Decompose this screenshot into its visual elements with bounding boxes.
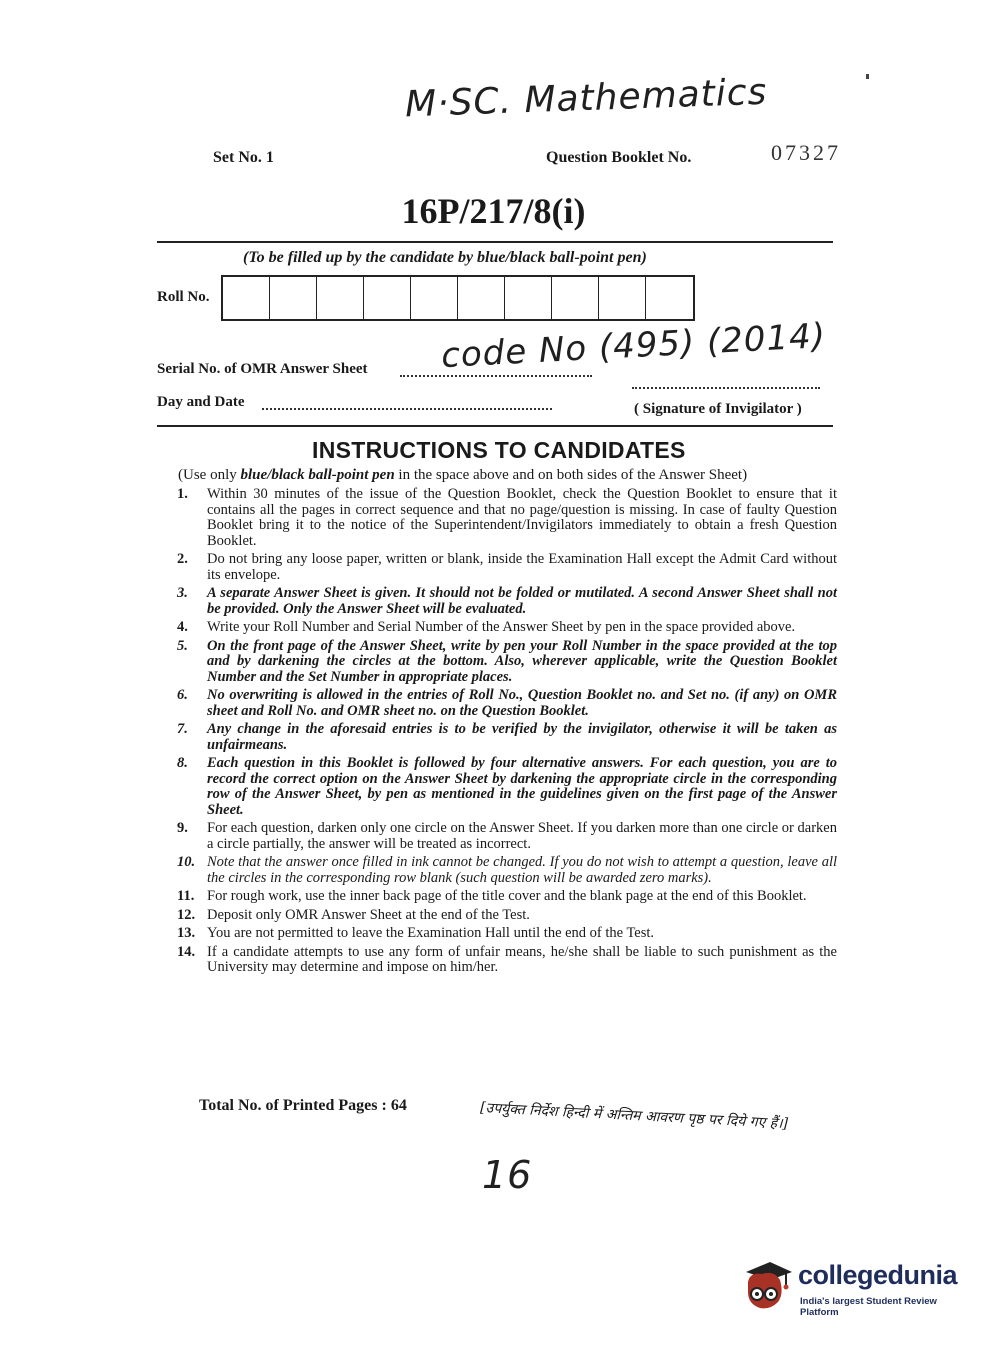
instruction-item — [177, 620, 837, 636]
paper-code-text: 16P/217/8(i) — [401, 191, 586, 231]
instruction-text: For rough work, use the inner back page of the title cover and the blank page at the end of this Booklet. — [207, 888, 807, 904]
paper-code — [0, 190, 1001, 232]
pen-usage-bold: blue/black ball-point pen — [240, 467, 395, 483]
instruction-item — [177, 908, 837, 924]
roll-box[interactable] — [646, 277, 693, 319]
logo-tagline: India's largest Student Review Platform — [800, 1296, 937, 1318]
instruction-number: 13. — [177, 925, 196, 941]
roll-box[interactable] — [364, 277, 411, 319]
roll-number-label: Roll No. — [157, 289, 210, 305]
fill-instruction-note: (To be filled up by the candidate by blue/black ball-point pen) — [243, 249, 647, 266]
scan-speck — [866, 74, 869, 79]
instruction-text: If a candidate attempts to use any form of unfair means, he/she shall be liable to such punishment as the University may determine and impose on him/her. — [207, 943, 837, 975]
instruction-item — [177, 487, 837, 549]
roll-box[interactable] — [505, 277, 552, 319]
signature-label: ( Signature of Invigilator ) — [634, 401, 802, 417]
instructions-title: INSTRUCTIONS TO CANDIDATES — [312, 437, 686, 463]
instruction-item — [177, 889, 837, 905]
instruction-text: You are not permitted to leave the Examination Hall until the end of the Test. — [207, 925, 655, 941]
instruction-item — [177, 688, 837, 719]
instruction-text: Do not bring any loose paper, written or blank, inside the Examination Hall except the Admit Card without its envelope. — [207, 551, 837, 583]
instruction-item — [177, 586, 837, 617]
instruction-number: 7. — [177, 721, 188, 737]
signature-field[interactable] — [632, 377, 820, 389]
handwritten-code-number: code No (495) (2014) — [440, 315, 827, 377]
handwritten-page-number: 16 — [482, 1153, 533, 1197]
logo-wordmark: collegedunia — [798, 1260, 958, 1290]
top-rule — [157, 241, 833, 243]
handwritten-subject-title: M·SC. Mathematics — [404, 71, 768, 126]
instruction-item — [177, 855, 837, 886]
roll-box[interactable] — [552, 277, 599, 319]
roll-box[interactable] — [458, 277, 505, 319]
instruction-number: 1. — [177, 486, 188, 502]
day-date-label: Day and Date — [157, 394, 245, 410]
booklet-number-label: Question Booklet No. — [546, 149, 692, 166]
instruction-number: 3. — [177, 585, 188, 601]
instruction-number: 8. — [177, 755, 188, 771]
collegedunia-logo[interactable] — [740, 1252, 972, 1322]
instruction-text: Within 30 minutes of the issue of the Question Booklet, check the Question Booklet to ensure that it contains all the pages in correct sequence and that no page/question is missing. In case of faulty Question Booklet bring it to the notice of the Superintendent/Invigilators immediately to obtain a fresh Question Booklet. — [207, 486, 837, 549]
instruction-number: 10. — [177, 854, 196, 870]
instruction-number: 4. — [177, 619, 188, 635]
omr-serial-field[interactable] — [400, 365, 592, 377]
instruction-number: 12. — [177, 906, 196, 923]
roll-box[interactable] — [317, 277, 364, 319]
instruction-text: Deposit only OMR Answer Sheet at the end of the Test. — [207, 906, 530, 923]
instruction-text: Any change in the aforesaid entries is to be verified by the invigilator, otherwise it will be taken as unfairmeans. — [207, 721, 837, 753]
set-number: Set No. 1 — [213, 149, 274, 166]
pen-usage-note — [178, 467, 747, 484]
instruction-number: 14. — [177, 943, 196, 960]
student-mascot-icon — [740, 1258, 792, 1314]
instruction-text: A separate Answer Sheet is given. It should not be folded or mutilated. A second Answer Sheet shall not be provided. Only the Answer Sheet will be evaluated. — [207, 585, 837, 617]
roll-box[interactable] — [599, 277, 646, 319]
instruction-item — [177, 945, 837, 976]
instruction-text: No overwriting is allowed in the entries of Roll No., Question Booklet no. and Set no. (if any) on OMR sheet and Roll No. and OMR sheet no. on the Question Booklet. — [207, 687, 837, 719]
booklet-number: 07327 — [771, 140, 841, 165]
instruction-number: 5. — [177, 637, 188, 654]
omr-serial-label: Serial No. of OMR Answer Sheet — [157, 361, 368, 377]
day-date-field[interactable] — [262, 398, 552, 410]
roll-number-boxes[interactable] — [221, 275, 695, 321]
roll-box[interactable] — [223, 277, 270, 319]
instruction-text: For each question, darken only one circle on the Answer Sheet. If you darken more than one circle or darken a circle partially, the answer will be treated as incorrect. — [207, 820, 837, 852]
instruction-item — [177, 722, 837, 753]
instruction-text: On the front page of the Answer Sheet, write by pen your Roll Number in the space provided at the top and by darkening the circles at the bottom. Also, wherever applicable, write the Question Booklet Number and the Set Number in appropriate places. — [207, 637, 837, 685]
bottom-rule — [157, 425, 833, 427]
instruction-number: 11. — [177, 888, 195, 904]
pen-usage-post: in the space above and on both sides of the Answer Sheet) — [394, 467, 748, 483]
instruction-item — [177, 926, 837, 942]
instruction-number: 9. — [177, 820, 188, 836]
instruction-number: 2. — [177, 551, 188, 567]
instruction-item — [177, 552, 837, 583]
roll-box[interactable] — [411, 277, 458, 319]
instruction-item — [177, 639, 837, 686]
instruction-item — [177, 756, 837, 818]
instruction-number: 6. — [177, 687, 188, 703]
total-printed-pages: Total No. of Printed Pages : 64 — [199, 1097, 407, 1114]
instruction-text: Write your Roll Number and Serial Number of the Answer Sheet by pen in the space provided above. — [207, 619, 796, 635]
instruction-list — [177, 487, 837, 979]
instruction-item — [177, 821, 837, 852]
pen-usage-pre: (Use only — [178, 467, 241, 483]
instruction-text: Each question in this Booklet is followed by four alternative answers. For each question, you are to record the correct option on the Answer Sheet by darkening the appropriate circle in the corresponding row of the Answer Sheet, by pen as mentioned in the guidelines given on the first page of the Answer Sheet. — [207, 755, 837, 818]
roll-box[interactable] — [270, 277, 317, 319]
hindi-note: [उपर्युक्त निर्देश हिन्दी में अन्तिम आवरण पृष्ठ पर दिये गए हैं।] — [479, 1099, 789, 1133]
instruction-text: Note that the answer once filled in ink cannot be changed. If you do not wish to attempt a question, leave all the circles in the corresponding row blank (such question will be awarded zero marks). — [207, 854, 837, 886]
